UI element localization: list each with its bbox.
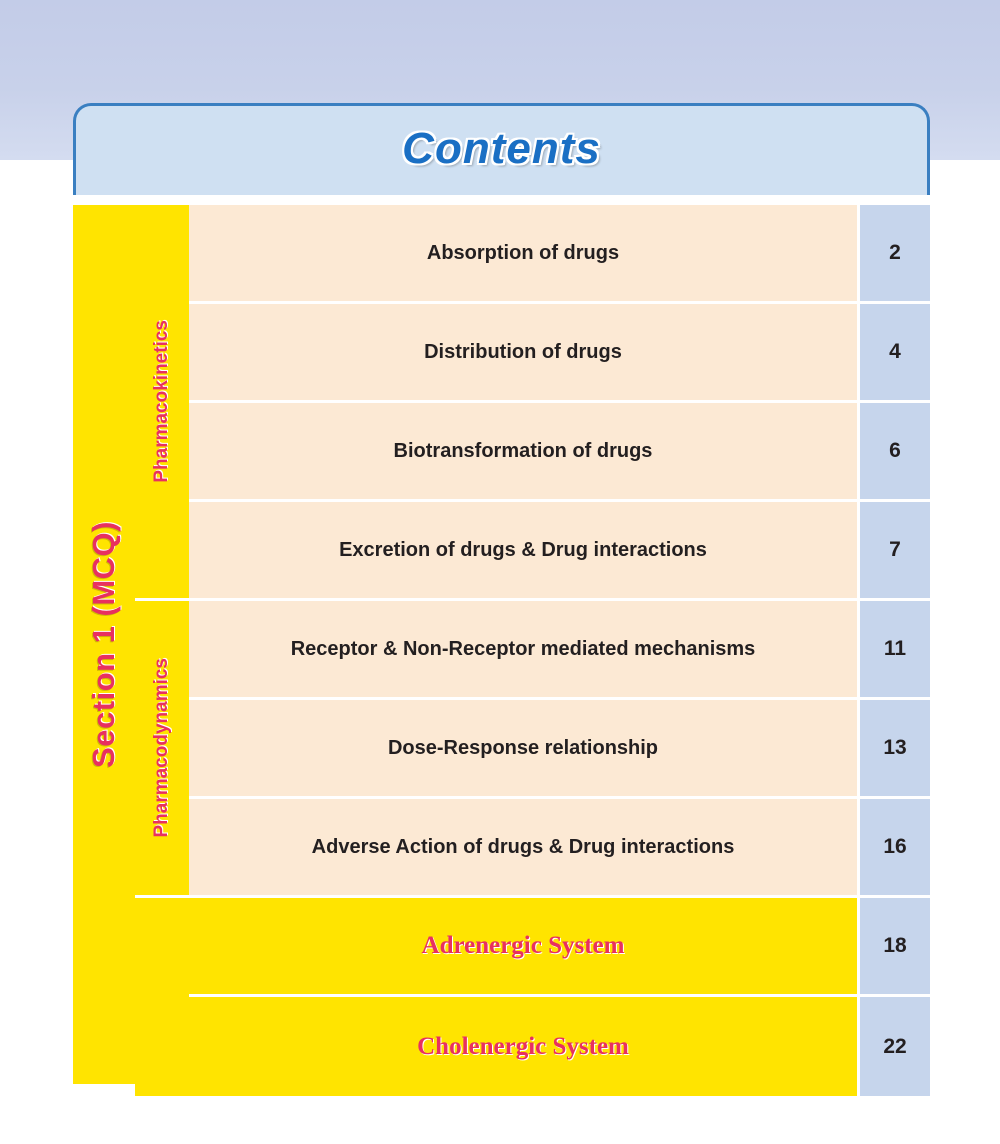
group-rows (189, 898, 930, 1096)
table-row[interactable] (189, 799, 930, 898)
entry-page: 11 (857, 601, 930, 700)
entry-title: Absorption of drugs (189, 205, 857, 304)
entry-title: Biotransformation of drugs (189, 403, 857, 502)
contents-group (135, 898, 930, 1096)
entry-page: 4 (857, 304, 930, 403)
entry-title: Excretion of drugs & Drug interactions (189, 502, 857, 601)
group-label-pharmacokinetics (135, 205, 189, 601)
table-row[interactable] (189, 601, 930, 700)
section-label-column (73, 205, 135, 1084)
table-row[interactable] (189, 403, 930, 502)
group-label-empty (135, 898, 189, 1096)
contents-table (73, 205, 930, 1084)
section-label: Section 1 (MCQ) (86, 521, 121, 768)
entry-title: Cholenergic System (189, 997, 857, 1096)
table-row[interactable] (189, 502, 930, 601)
table-row[interactable] (189, 700, 930, 799)
group-label-pharmacodynamics (135, 601, 189, 898)
contents-rows-area (135, 205, 930, 1084)
entry-page: 16 (857, 799, 930, 898)
entry-page: 2 (857, 205, 930, 304)
entry-title: Adrenergic System (189, 898, 857, 997)
entry-page: 6 (857, 403, 930, 502)
entry-page: 13 (857, 700, 930, 799)
group-rows (189, 205, 930, 601)
group-rows (189, 601, 930, 898)
table-row[interactable] (189, 304, 930, 403)
group-label-text: Pharmacokinetics (151, 320, 172, 483)
table-row[interactable] (189, 997, 930, 1096)
entry-page: 7 (857, 502, 930, 601)
table-row[interactable] (189, 205, 930, 304)
contents-group (135, 601, 930, 898)
entry-title: Receptor & Non-Receptor mediated mechanisms (189, 601, 857, 700)
entry-title: Dose-Response relationship (189, 700, 857, 799)
contents-group (135, 205, 930, 601)
contents-header-panel (73, 103, 930, 195)
group-label-text: Pharmacodynamics (151, 658, 172, 838)
entry-page: 18 (857, 898, 930, 997)
entry-title: Adverse Action of drugs & Drug interactions (189, 799, 857, 898)
entry-title: Distribution of drugs (189, 304, 857, 403)
table-row[interactable] (189, 898, 930, 997)
page-title: Contents (402, 124, 601, 173)
entry-page: 22 (857, 997, 930, 1096)
